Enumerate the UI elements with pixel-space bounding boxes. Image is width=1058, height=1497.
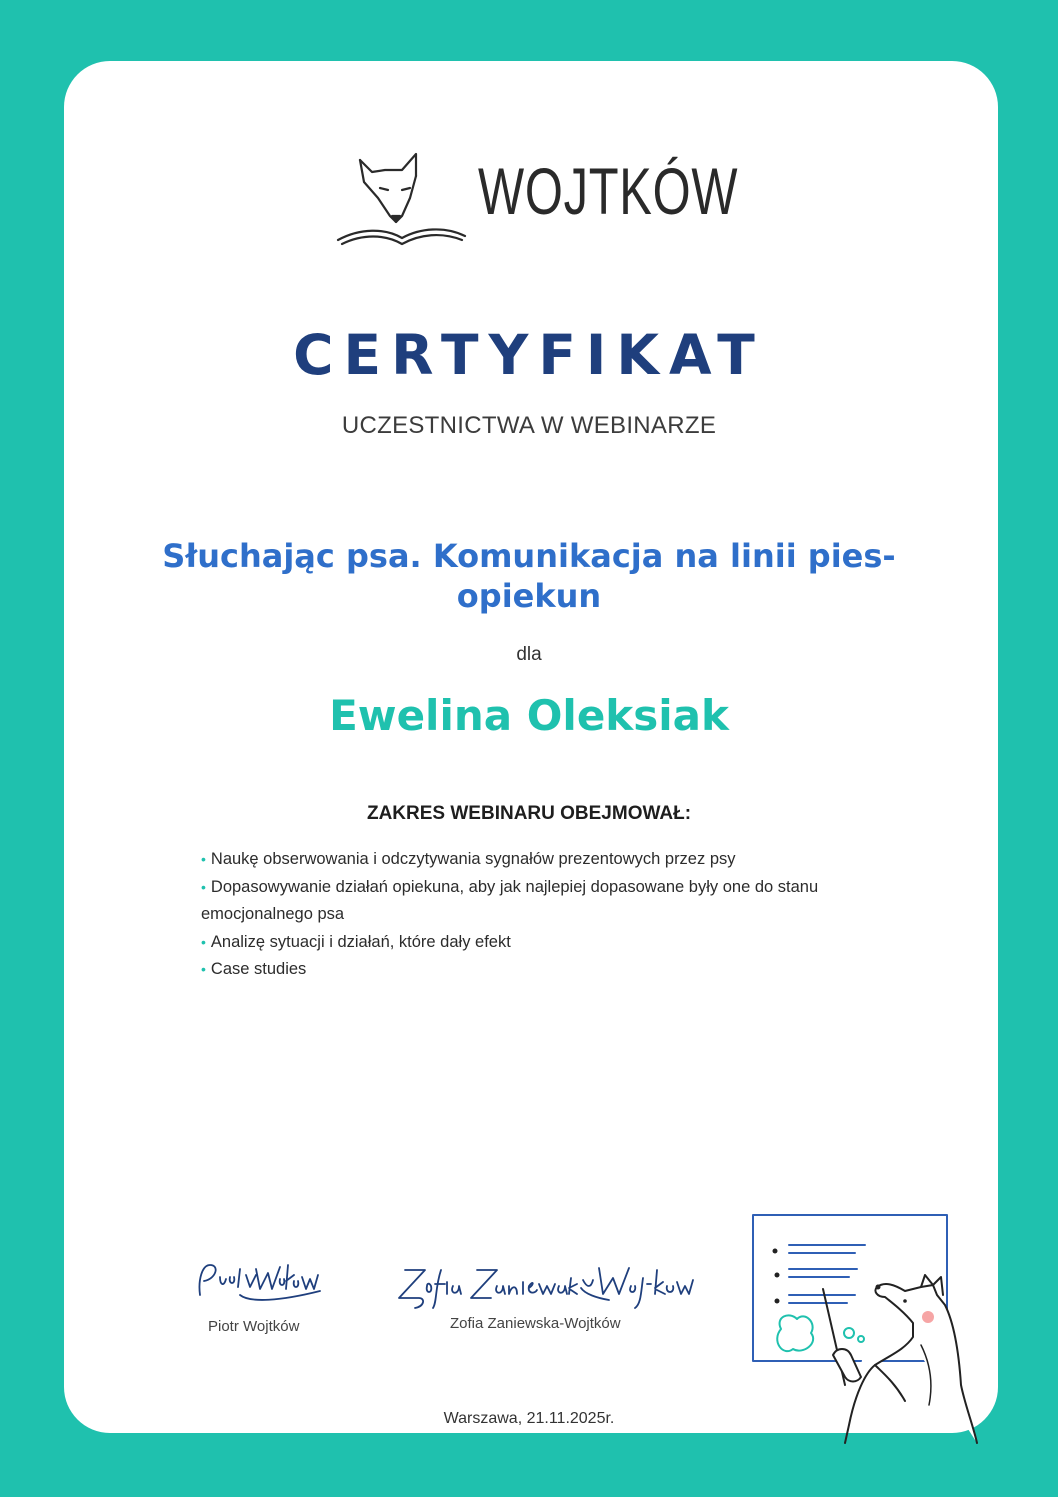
list-item [201, 929, 901, 957]
bullet-icon: • [201, 933, 206, 950]
list-item [201, 956, 901, 984]
list-item [201, 846, 901, 874]
certificate-title: CERTYFIKAT [293, 323, 765, 387]
recipient-name: Ewelina Oleksiak [329, 691, 729, 740]
list-item-text: Dopasowywanie działań opiekuna, aby jak najlepiej dopasowane były one do stanu emocjonalnego psa [201, 877, 819, 923]
list-item-text: Naukę obserwowania i odczytywania sygnałów prezentowych przez psy [210, 850, 736, 868]
bullet-icon: • [201, 961, 206, 977]
for-label: dla [516, 644, 542, 665]
signatory-name: Piotr Wojtków [208, 1318, 300, 1335]
signature-piotr-wojtkow [190, 1255, 330, 1315]
webinar-title: Słuchając psa. Komunikacja na linii pies-opiekun [162, 537, 896, 615]
logo-text: WOJTKÓW [478, 154, 739, 228]
signature-zofia-zaniewska-wojtkow [385, 1258, 695, 1313]
scope-list [201, 846, 901, 984]
certificate-subtitle: UCZESTNICTWA W WEBINARZE [341, 412, 717, 439]
list-item-text: Case studies [210, 960, 307, 978]
scope-heading: ZAKRES WEBINARU OBEJMOWAŁ: [366, 803, 692, 824]
signatory-name: Zofia Zaniewska-Wojtków [450, 1315, 621, 1332]
place-and-date: Warszawa, 21.11.2025r. [443, 1410, 615, 1427]
list-item-text: Analizę sytuacji i działań, które dały efekt [210, 932, 511, 951]
list-item [201, 874, 901, 929]
bullet-icon: • [201, 878, 206, 895]
bullet-icon: • [201, 851, 206, 867]
